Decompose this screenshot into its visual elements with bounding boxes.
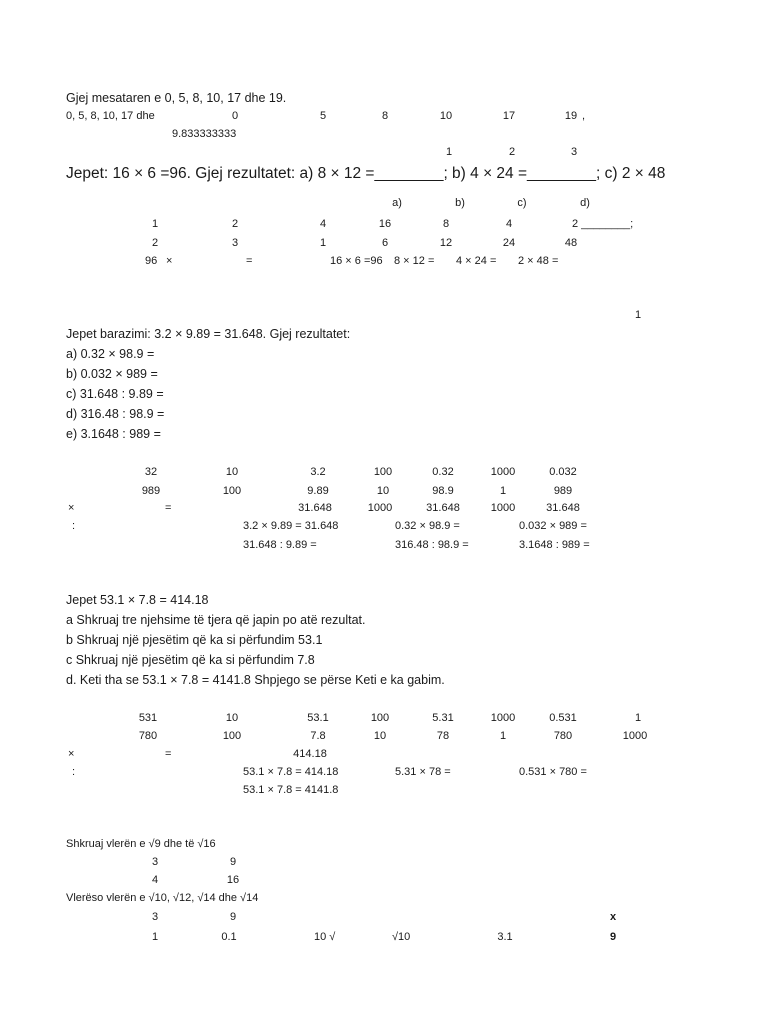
cell: = bbox=[165, 502, 172, 514]
cell: 31.648 bbox=[426, 502, 460, 514]
cell: x bbox=[609, 911, 617, 923]
cell: 96 bbox=[145, 255, 158, 267]
problem-5-question-2: Vlerëso vlerën e √10, √12, √14 dhe √14 bbox=[66, 892, 259, 904]
cell: 3.2 × 9.89 = 31.648 bbox=[243, 520, 339, 532]
cell: 78 bbox=[436, 730, 450, 742]
cell: 1 bbox=[634, 712, 642, 724]
cell: 3.2 bbox=[310, 466, 326, 478]
cell: 53.1 × 7.8 = 4141.8 bbox=[243, 784, 339, 796]
cell: 98.9 bbox=[432, 485, 454, 497]
cell: 31.648 bbox=[298, 502, 332, 514]
problem-3-question: Jepet barazimi: 3.2 × 9.89 = 31.648. Gjej rezultatet: bbox=[66, 327, 351, 341]
cell: = bbox=[246, 255, 253, 267]
cell: 4 × 24 = bbox=[456, 255, 497, 267]
cell: 16 × 6 =96 bbox=[330, 255, 383, 267]
cell: 8 bbox=[381, 110, 389, 122]
cell: 48 bbox=[564, 237, 578, 249]
cell: 31.648 bbox=[546, 502, 580, 514]
problem-2-question: Jepet: 16 × 6 =96. Gjej rezultatet: a) 8 × 12 =________; b) 4 × 24 =________; c) 2 × 48 bbox=[66, 165, 666, 182]
cell: 1000 bbox=[490, 466, 516, 478]
cell: 12 bbox=[439, 237, 453, 249]
cell: 0.531 bbox=[549, 712, 577, 724]
cell: 6 bbox=[381, 237, 389, 249]
problem-3-item-e: e) 3.1648 : 989 = bbox=[66, 427, 161, 441]
cell: 1000 bbox=[490, 502, 516, 514]
cell: 3 bbox=[570, 146, 578, 158]
cell: 2 bbox=[508, 146, 516, 158]
cell: 5.31 × 78 = bbox=[395, 766, 451, 778]
cell: = bbox=[165, 748, 172, 760]
cell: 100 bbox=[222, 485, 242, 497]
cell: 100 bbox=[373, 466, 393, 478]
cell: 4 bbox=[151, 874, 159, 886]
cell: 780 bbox=[553, 730, 573, 742]
problem-1-question: Gjej mesataren e 0, 5, 8, 10, 17 dhe 19. bbox=[66, 91, 287, 105]
cell: , bbox=[582, 110, 586, 122]
cell: 1 bbox=[445, 146, 453, 158]
cell: 53.1 bbox=[307, 712, 329, 724]
cell: 9 bbox=[229, 856, 237, 868]
cell: d) bbox=[580, 197, 590, 209]
problem-4-item-b: b Shkruaj një pjesëtim që ka si përfundim 53.1 bbox=[66, 633, 323, 647]
problem-4-question: Jepet 53.1 × 7.8 = 414.18 bbox=[66, 593, 209, 607]
cell: 531 bbox=[138, 712, 158, 724]
cell: 3.1648 : 989 = bbox=[519, 539, 590, 551]
cell: 7.8 bbox=[310, 730, 326, 742]
cell: 9 bbox=[609, 931, 617, 943]
cell: c) bbox=[517, 197, 527, 209]
problem-4-item-d: d. Keti tha se 53.1 × 7.8 = 4141.8 Shpjego se përse Keti e ka gabim. bbox=[66, 673, 445, 687]
cell: 3 bbox=[151, 911, 159, 923]
cell: × bbox=[68, 748, 75, 760]
cell: : bbox=[72, 520, 76, 532]
cell: 989 bbox=[553, 485, 573, 497]
cell: 2 bbox=[231, 218, 239, 230]
cell: 0.32 bbox=[432, 466, 454, 478]
problem-3-item-d: d) 316.48 : 98.9 = bbox=[66, 407, 165, 421]
page-number: 1 bbox=[635, 309, 642, 321]
cell: 5.31 bbox=[432, 712, 454, 724]
problem-3-item-a: a) 0.32 × 98.9 = bbox=[66, 347, 155, 361]
cell: 10 bbox=[373, 730, 387, 742]
cell: 1 bbox=[151, 931, 159, 943]
cell: 2 bbox=[151, 237, 159, 249]
cell: 2 ________; bbox=[572, 218, 634, 230]
cell: 5 bbox=[319, 110, 327, 122]
cell: 53.1 × 7.8 = 414.18 bbox=[243, 766, 339, 778]
cell: 3 bbox=[231, 237, 239, 249]
cell: 16 bbox=[378, 218, 392, 230]
cell: 414.18 bbox=[293, 748, 327, 760]
problem-5-question: Shkruaj vlerën e √9 dhe të √16 bbox=[66, 838, 216, 850]
cell: × bbox=[68, 502, 75, 514]
problem-3-item-b: b) 0.032 × 989 = bbox=[66, 367, 158, 381]
problem-4-item-c: c Shkruaj një pjesëtim që ka si përfundim 7.8 bbox=[66, 653, 315, 667]
cell: 0.32 × 98.9 = bbox=[395, 520, 460, 532]
cell: × bbox=[166, 255, 173, 267]
cell: 1 bbox=[499, 485, 507, 497]
cell: 1 bbox=[151, 218, 159, 230]
cell: 10 bbox=[376, 485, 390, 497]
cell: 100 bbox=[222, 730, 242, 742]
cell: 32 bbox=[144, 466, 158, 478]
cell: 8 × 12 = bbox=[394, 255, 435, 267]
cell: 17 bbox=[502, 110, 516, 122]
cell: 10 bbox=[439, 110, 453, 122]
cell: 0.032 × 989 = bbox=[519, 520, 587, 532]
cell: 4 bbox=[505, 218, 513, 230]
cell: 10 √ bbox=[314, 931, 336, 943]
cell: 9 bbox=[229, 911, 237, 923]
cell: 31.648 : 9.89 = bbox=[243, 539, 317, 551]
cell: 1000 bbox=[367, 502, 393, 514]
problem-1-list: 0, 5, 8, 10, 17 dhe bbox=[66, 110, 155, 122]
cell: 9.89 bbox=[307, 485, 329, 497]
cell: b) bbox=[455, 197, 465, 209]
cell: 989 bbox=[141, 485, 161, 497]
cell: a) bbox=[392, 197, 402, 209]
cell: 1000 bbox=[622, 730, 648, 742]
cell: 100 bbox=[370, 712, 390, 724]
problem-4-item-a: a Shkruaj tre njehsime të tjera që japin po atë rezultat. bbox=[66, 613, 366, 627]
cell: 24 bbox=[502, 237, 516, 249]
cell: 19 bbox=[564, 110, 578, 122]
cell: 10 bbox=[225, 712, 239, 724]
cell: 780 bbox=[138, 730, 158, 742]
cell: 0.1 bbox=[221, 931, 237, 943]
cell: 0 bbox=[231, 110, 239, 122]
cell: 0.531 × 780 = bbox=[519, 766, 587, 778]
cell: 316.48 : 98.9 = bbox=[395, 539, 469, 551]
cell: 3 bbox=[151, 856, 159, 868]
cell: √10 bbox=[392, 931, 411, 943]
cell: 10 bbox=[225, 466, 239, 478]
cell: 4 bbox=[319, 218, 327, 230]
cell: 1000 bbox=[490, 712, 516, 724]
cell: 3.1 bbox=[497, 931, 513, 943]
cell: 1 bbox=[499, 730, 507, 742]
cell: 8 bbox=[442, 218, 450, 230]
problem-1-result: 9.833333333 bbox=[172, 128, 237, 140]
cell: : bbox=[72, 766, 76, 778]
cell: 1 bbox=[319, 237, 327, 249]
cell: 0.032 bbox=[549, 466, 577, 478]
cell: 2 × 48 = bbox=[518, 255, 559, 267]
cell: 16 bbox=[226, 874, 240, 886]
problem-3-item-c: c) 31.648 : 9.89 = bbox=[66, 387, 164, 401]
